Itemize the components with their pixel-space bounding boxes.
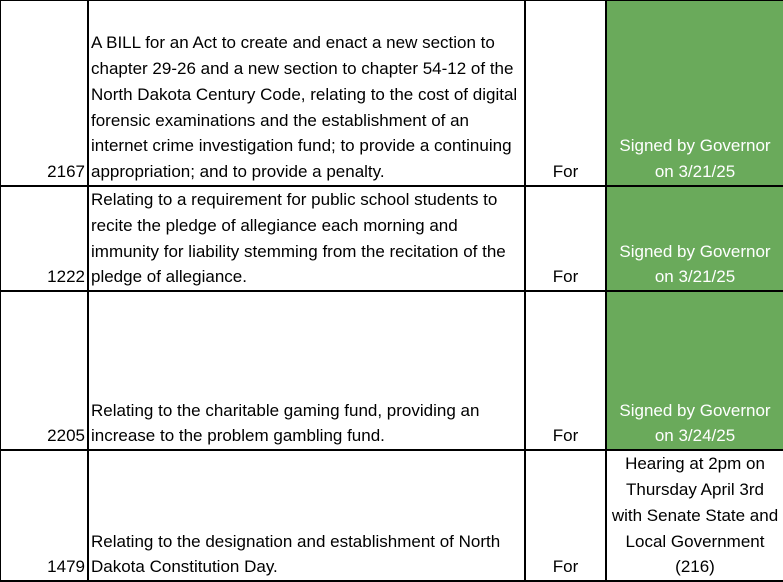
bill-description: Relating to the designation and establishment of North Dakota Constitution Day. xyxy=(88,450,525,581)
bill-number: 2167 xyxy=(0,0,88,186)
bill-position: For xyxy=(525,291,606,450)
bill-number: 1222 xyxy=(0,186,88,291)
bill-position: For xyxy=(525,450,606,581)
bill-number: 2205 xyxy=(0,291,88,450)
table-row xyxy=(0,0,783,186)
bill-number: 1479 xyxy=(0,450,88,581)
bill-status-hearing: Hearing at 2pm on Thursday April 3rd with Senate State and Local Government (216) xyxy=(606,450,783,581)
bill-position: For xyxy=(525,0,606,186)
bill-description: A BILL for an Act to create and enact a new section to chapter 29-26 and a new section to chapter 54-12 of the North Dakota Century Code, relating to the cost of digital forensic examinations and the establishment of an internet crime investigation fund; to provide a continuing appropriation; and to provide a penalty. xyxy=(88,0,525,186)
bill-status-signed: Signed by Governor on 3/21/25 xyxy=(606,0,783,186)
bill-status-signed: Signed by Governor on 3/24/25 xyxy=(606,291,783,450)
table-row xyxy=(0,450,783,581)
bill-description: Relating to a requirement for public school students to recite the pledge of allegiance each morning and immunity for liability stemming from the recitation of the pledge of allegiance. xyxy=(88,186,525,291)
bill-description: Relating to the charitable gaming fund, providing an increase to the problem gambling fund. xyxy=(88,291,525,450)
bill-position: For xyxy=(525,186,606,291)
table-row xyxy=(0,291,783,450)
bill-status-signed: Signed by Governor on 3/21/25 xyxy=(606,186,783,291)
table-row xyxy=(0,186,783,291)
